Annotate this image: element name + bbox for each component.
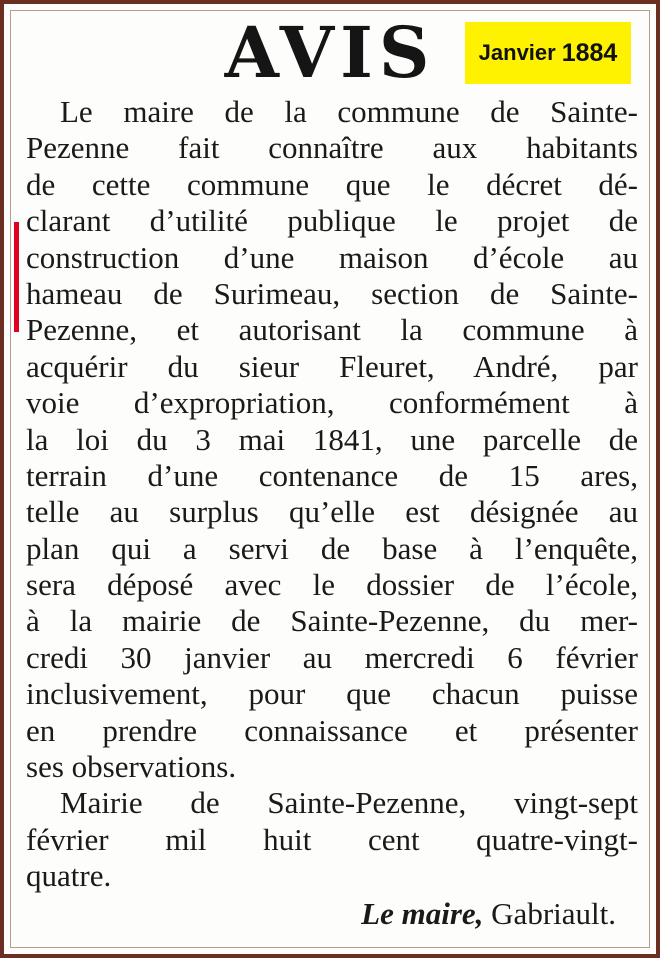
body-line: construction d’une maison d’école au [26,239,638,275]
body-line: sera déposé avec le dossier de l’école, [26,567,638,603]
date-badge-year: 1884 [561,38,618,67]
body-line: de cette commune que le décret dé- [26,166,638,202]
body-line: telle au surplus qu’elle est désignée au [26,494,638,530]
body-line: voie d’expropriation, conformément à [26,385,638,421]
body-line: février mil huit cent quatre-vingt- [26,821,638,857]
body-line: acquérir du sieur Fleuret, André, par [26,348,638,384]
body-line: Le maire de la commune de Sainte- [60,94,638,129]
body-line: Pezenne fait connaître aux habitants [26,130,638,166]
date-badge-month: Janvier [478,40,556,65]
body-line: ses observations. [26,749,237,785]
body-line: la loi du 3 mai 1841, une parcelle de [26,421,638,457]
signature-name: Gabriault. [491,896,616,931]
notice-body [26,94,638,895]
body-line: quatre. [26,858,112,894]
date-badge [465,22,631,84]
body-line: credi 30 janvier au mercredi 6 février [26,639,638,675]
body-line: terrain d’une contenance de 15 ares, [26,457,638,493]
body-line: en prendre connaissance et présenter [26,712,638,748]
body-line: clarant d’utilité publique le projet de [26,203,638,239]
notice-title: AVIS [224,11,436,94]
margin-marker [14,222,19,332]
body-line: Mairie de Sainte-Pezenne, vingt-sept [60,785,638,821]
signature-role: Le maire, [361,896,484,931]
body-line: plan qui a servi de base à l’enquête, [26,530,638,566]
body-line: inclusivement, pour que chacun puisse [26,676,638,712]
body-line: à la mairie de Sainte-Pezenne, du mer- [26,603,638,639]
body-line: hameau de Surimeau, section de Sainte- [26,275,638,311]
body-line: Pezenne, et autorisant la commune à [26,312,638,348]
signature [361,896,616,932]
